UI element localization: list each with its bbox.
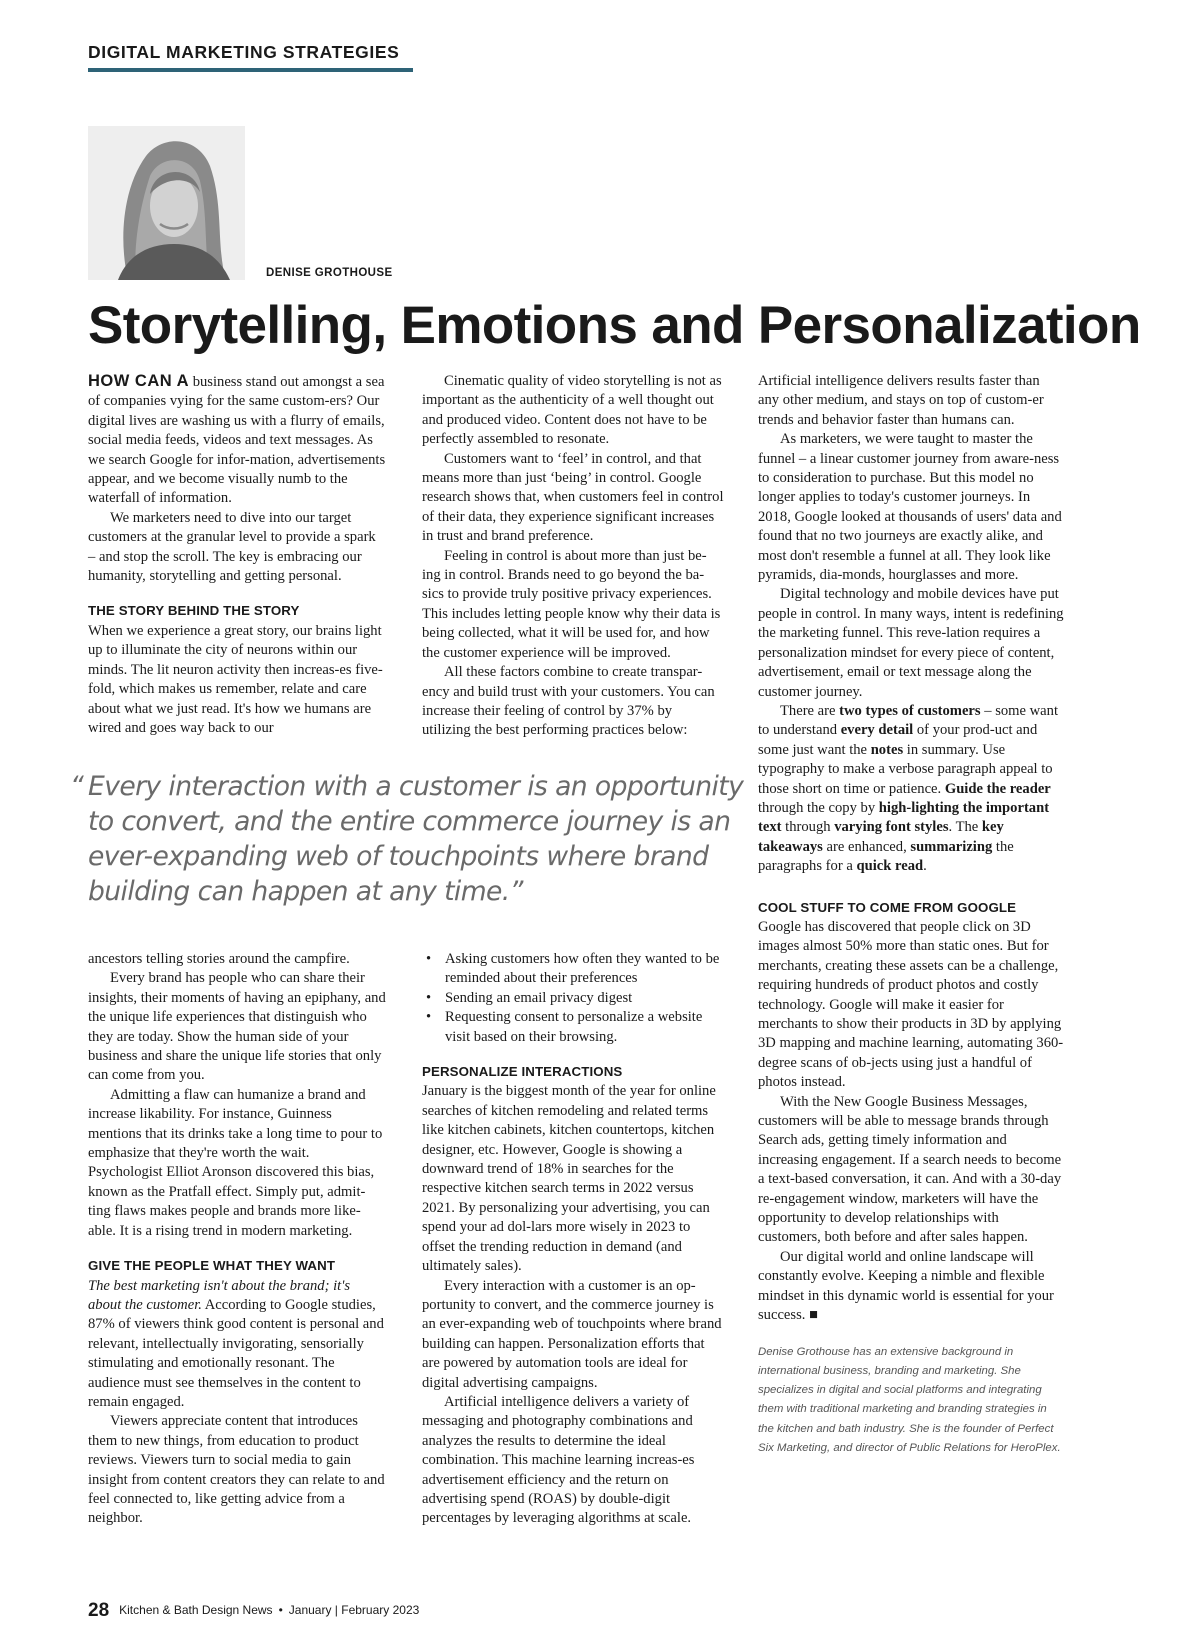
paragraph: We marketers need to dive into our target customers at the granular level to provide a spark – and stop the scroll. The key is embracing our humanity, storytelling and getting personal.: [88, 509, 376, 585]
section-rule: [88, 68, 413, 72]
footer-separator: •: [278, 1603, 283, 1617]
list-item: • Requesting consent to personalize a website visit based on their browsing.: [422, 1008, 724, 1047]
author-bio: Denise Grothouse has an extensive background in international business, branding and marketing. She specializes in digital and social platforms and integrating them with traditional marketing and branding strategies in the kitchen and bath industry. She is the founder of Perfect Six Marketing, and director of Public Relations for HeroPlex.: [758, 1345, 1061, 1454]
pull-quote: [64, 769, 754, 909]
paragraph: Customers want to ‘feel’ in control, and that means more than just ‘being’ in control. Google research shows that, when customers feel in control of their data, they experience significant increases in trust and brand preference.: [422, 450, 724, 545]
subhead-cool-stuff-google: COOL STUFF TO COME FROM GOOGLE: [758, 899, 1017, 915]
subhead-personalize-interactions: PERSONALIZE INTERACTIONS: [422, 1064, 623, 1080]
list-item: • Asking customers how often they wanted to be reminded about their preferences: [422, 950, 724, 989]
paragraph: All these factors combine to create transpar-ency and build trust with your customers. You can increase their feeling of control by 37% by utilizing the best performing practices below:: [422, 664, 715, 739]
column-1-bottom: [88, 950, 386, 1529]
paragraph: Feeling in control is about more than just be-ing in control. Brands need to go beyond the ba-sics to provide truly positive privacy experiences. This includes letting people know why their data is being collected, what it will be used for, and how the customer experience will be improved.: [422, 547, 721, 661]
pull-quote-text: Every interaction with a customer is an opportunity to convert, and the entire commerce journey is an ever-expanding web of touchpoints where brand building can happen at any time.”: [88, 771, 744, 907]
section-header: DIGITAL MARKETING STRATEGIES: [88, 42, 400, 62]
intro-paragraph: [88, 372, 386, 509]
paragraph: When we experience a great story, our brains light up to illuminate the city of neurons within our minds. The lit neuron activity then increas-es five-fold, which makes us remember, relate and care about what we just read. It's how we humans are wired and goes way back to our: [88, 622, 383, 736]
paragraph: Artificial intelligence delivers a variety of messaging and photography combinations and analyzes the results to determine the ideal combination. This machine learning increas-es advertisement efficiency and the return on advertising spend (ROAS) by double-digit percentages by leveraging algorithms at scale.: [422, 1393, 695, 1527]
page-number: 28: [88, 1600, 110, 1621]
paragraph: Google has discovered that people click on 3D images almost 50% more than static ones. But for merchants, creating these assets can be a challenge, requiring hundreds of product photos and costly technology. Google will make it easier for merchants to show their products in 3D by applying 3D mapping and machine learning, automating 360-degree scans of ob-jects using just a handful of photos instead.: [758, 918, 1064, 1091]
paragraph: Digital technology and mobile devices have put people in control. In many ways, intent is redefining the marketing funnel. This reve-lation requires a personalization mindset for every piece of content, advertisement, email or text message along the customer journey.: [758, 586, 1064, 700]
paragraph: January is the biggest month of the year for online searches of kitchen remodeling and related terms like kitchen cabinets, kitchen countertops, kitchen designer, etc. However, Google is showing a downward trend of 18% in searches for the respective kitchen search terms in 2022 versus 2021. By personalizing your advertising, you can spend your ad dol-lars more wisely in 2023 to offset the trending reduction in demand (and ultimately sales).: [422, 1083, 716, 1275]
issue-date: January | February 2023: [288, 1603, 420, 1617]
author-byline: DENISE GROTHOUSE: [266, 267, 393, 279]
paragraph: With the New Google Business Messages, customers will be able to message brands through Search ads, getting timely information and increasing engagement. If a search needs to become a text-based conversation, it can. And with a 30-day re-engagement window, marketers will have the opportunity to develop relationships with customers, both before and after sales happen.: [758, 1093, 1062, 1246]
paragraph: Every interaction with a customer is an op-portunity to convert, and the commerce journey is an ever-expanding web of touchpoints where brand building can happen. Personalization efforts that are powered by automation tools are ideal for digital advertising campaigns.: [422, 1277, 722, 1391]
paragraph: Admitting a flaw can humanize a brand and increase likability. For instance, Guinness mentions that its drinks take a long time to pour to emphasize that they're worth the wait. Psychologist Elliot Aronson discovered this bias, known as the Pratfall effect. Simply put, admit-ting flaws makes people and brands more like-able. It is a rising trend in modern marketing.: [88, 1086, 383, 1239]
end-mark: ■: [805, 1307, 818, 1324]
paragraph-text: According to Google studies, 87% of viewers think good content is personal and relevant, intellectually invigorating, sensorially stimulating and emotionally resonant. The audience must see themselves in the content to remain engaged.: [88, 1296, 384, 1410]
paragraph-customer-types: There are two types of customers – some want to understand every detail of your prod-uct and some just want the notes in summary. Use typography to make a verbose paragraph appeal to those short on time or patience. Guide the reader through the copy by high-lighting the important text through varying font styles. The key takeaways are enhanced, summarizing the paragraphs for a quick read.: [758, 702, 1059, 875]
paragraph: ancestors telling stories around the campfire.: [88, 951, 350, 967]
paragraph: Artificial intelligence delivers results faster than any other medium, and stays on top of custom-er trends and behavior faster than humans can.: [758, 373, 1044, 428]
intro-text: business stand out amongst a sea of companies vying for the same custom-ers? Our digital lives are washing us with a flurry of emails, social media feeds, videos and text messages. As we search Google for infor-mation, advertisements appear, and we become visually numb to the waterfall of information.: [88, 374, 386, 507]
paragraph: Viewers appreciate content that introduces them to new things, from education to product reviews. Viewers turn to social media to gain insight from content creators they can relate to and feel connected to, like getting advice from a neighbor.: [88, 1413, 385, 1527]
paragraph: Cinematic quality of video storytelling is not as important as the authenticity of a well thought out and produced video. Content does not have to be perfectly assembled to resonate.: [422, 373, 722, 448]
author-photo: [88, 126, 245, 280]
subhead-story-behind-story: THE STORY BEHIND THE STORY: [88, 603, 300, 619]
paragraph: Every brand has people who can share their insights, their moments of having an epiphany, and the unique life experiences that distinguish who they are today. Show the human side of your business and share the unique life stories that only can come from you.: [88, 970, 386, 1084]
page-footer: [88, 1600, 419, 1622]
publication-name: Kitchen & Bath Design News: [119, 1603, 273, 1617]
list-item: • Sending an email privacy digest: [422, 989, 724, 1008]
author-portrait-image: [88, 126, 245, 280]
bullet-list: [422, 950, 724, 1047]
column-2-top: [422, 372, 724, 741]
article-headline: Storytelling, Emotions and Personalization: [88, 296, 1141, 355]
open-quote-mark: “: [70, 771, 84, 802]
italic-lead: The best marketing isn't about the brand; it's about the customer.: [88, 1277, 351, 1313]
paragraph: [88, 1277, 386, 1413]
subhead-give-people-what-they-want: GIVE THE PEOPLE WHAT THEY WANT: [88, 1258, 336, 1274]
closing-paragraph: Our digital world and online landscape will constantly evolve. Keeping a nimble and flexible mindset in this dynamic world is essential for your success. ■: [758, 1248, 1054, 1324]
column-3: [758, 372, 1064, 1458]
paragraph: As marketers, we were taught to master the funnel – a linear customer journey from aware-ness to consideration to purchase. But this model no longer applies to today's customer journeys. In 2018, Google looked at thousands of users' data and found that no two journeys are exactly alike, and most don't resemble a funnel at all. They look like pyramids, dia-monds, hourglasses and more.: [758, 431, 1062, 584]
column-2-bottom: [422, 950, 724, 1529]
lead-in: HOW CAN A: [88, 372, 190, 390]
column-1-top: [88, 372, 386, 738]
